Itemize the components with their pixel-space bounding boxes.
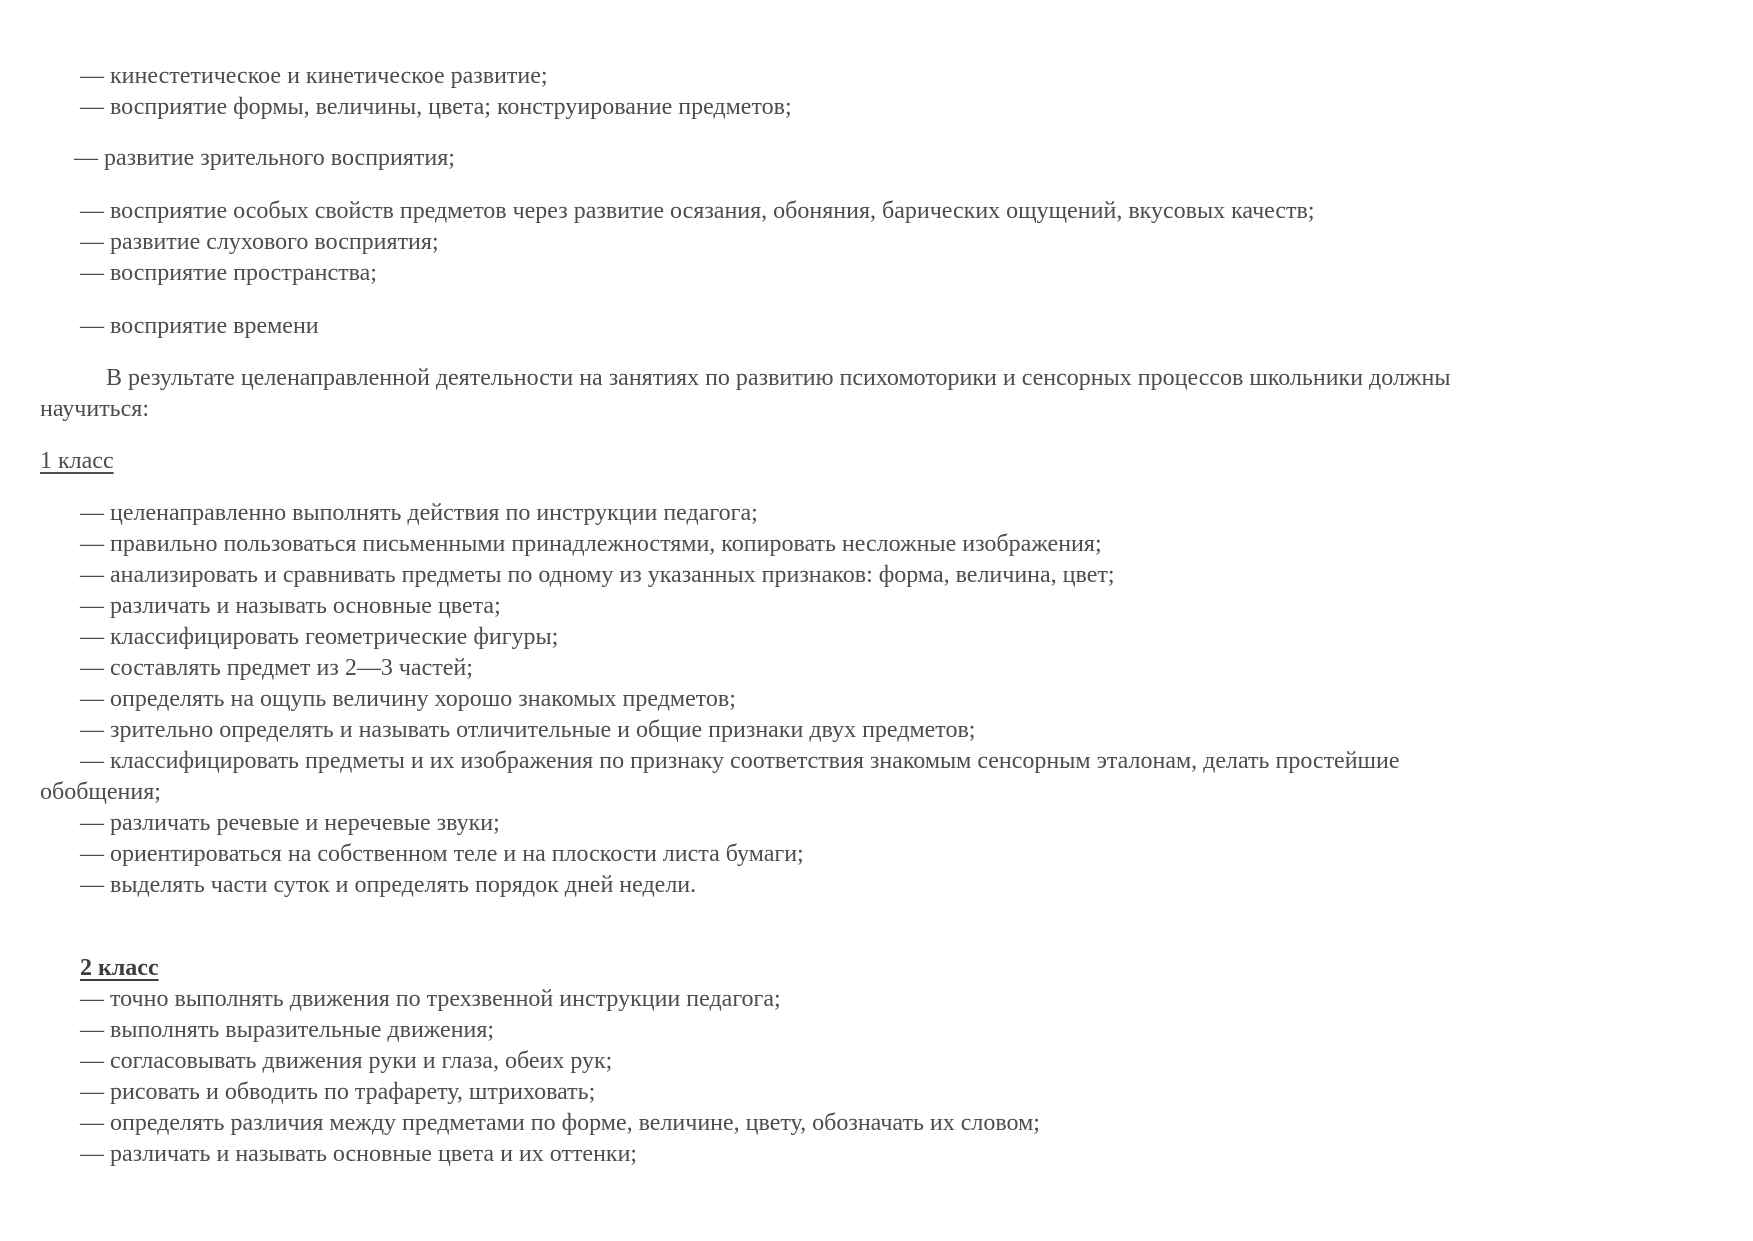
list-item: — восприятие формы, величины, цвета; конструирование предметов; (80, 94, 792, 120)
list-item: — целенаправленно выполнять действия по инструкции педагога; (80, 500, 758, 526)
intro-paragraph-line-2: научиться: (40, 396, 149, 422)
list-item: — анализировать и сравнивать предметы по одному из указанных признаков: форма, величина, цвет; (80, 562, 1115, 588)
list-item: — определять на ощупь величину хорошо знакомых предметов; (80, 686, 736, 712)
list-item: — классифицировать предметы и их изображения по признаку соответствия знакомым сенсорным эталонам, делать простейшие (80, 748, 1400, 774)
list-item: — точно выполнять движения по трехзвенной инструкции педагога; (80, 986, 781, 1012)
list-item: — кинестетическое и кинетическое развитие; (80, 63, 548, 89)
list-item-continuation: обобщения; (40, 779, 161, 805)
list-item: — рисовать и обводить по трафарету, штриховать; (80, 1079, 596, 1105)
list-item: — составлять предмет из 2—3 частей; (80, 655, 473, 681)
list-item: — восприятие пространства; (80, 260, 377, 286)
list-item: — различать и называть основные цвета; (80, 593, 501, 619)
list-item: — определять различия между предметами по форме, величине, цвету, обозначать их словом; (80, 1110, 1040, 1136)
list-item: — ориентироваться на собственном теле и на плоскости листа бумаги; (80, 841, 804, 867)
list-item: — различать и называть основные цвета и их оттенки; (80, 1141, 638, 1167)
class-1-heading: 1 класс (40, 448, 114, 474)
list-item: — правильно пользоваться письменными принадлежностями, копировать несложные изображения; (80, 531, 1102, 557)
intro-paragraph-line-1: В результате целенаправленной деятельности на занятиях по развитию психомоторики и сенсорных процессов школьники должны (106, 365, 1451, 391)
list-item: — выделять части суток и определять порядок дней недели. (80, 872, 697, 898)
list-item: — восприятие особых свойств предметов через развитие осязания, обоняния, барических ощущений, вкусовых качеств; (80, 198, 1315, 224)
list-item: — согласовывать движения руки и глаза, обеих рук; (80, 1048, 613, 1074)
list-item: — различать речевые и неречевые звуки; (80, 810, 500, 836)
list-item: — развитие зрительного восприятия; (74, 145, 455, 171)
list-item: — выполнять выразительные движения; (80, 1017, 495, 1043)
list-item: — зрительно определять и называть отличительные и общие признаки двух предметов; (80, 717, 976, 743)
list-item: — развитие слухового восприятия; (80, 229, 439, 255)
class-2-heading: 2 класс (80, 955, 159, 981)
list-item: — классифицировать геометрические фигуры; (80, 624, 559, 650)
list-item: — восприятие времени (80, 313, 319, 339)
